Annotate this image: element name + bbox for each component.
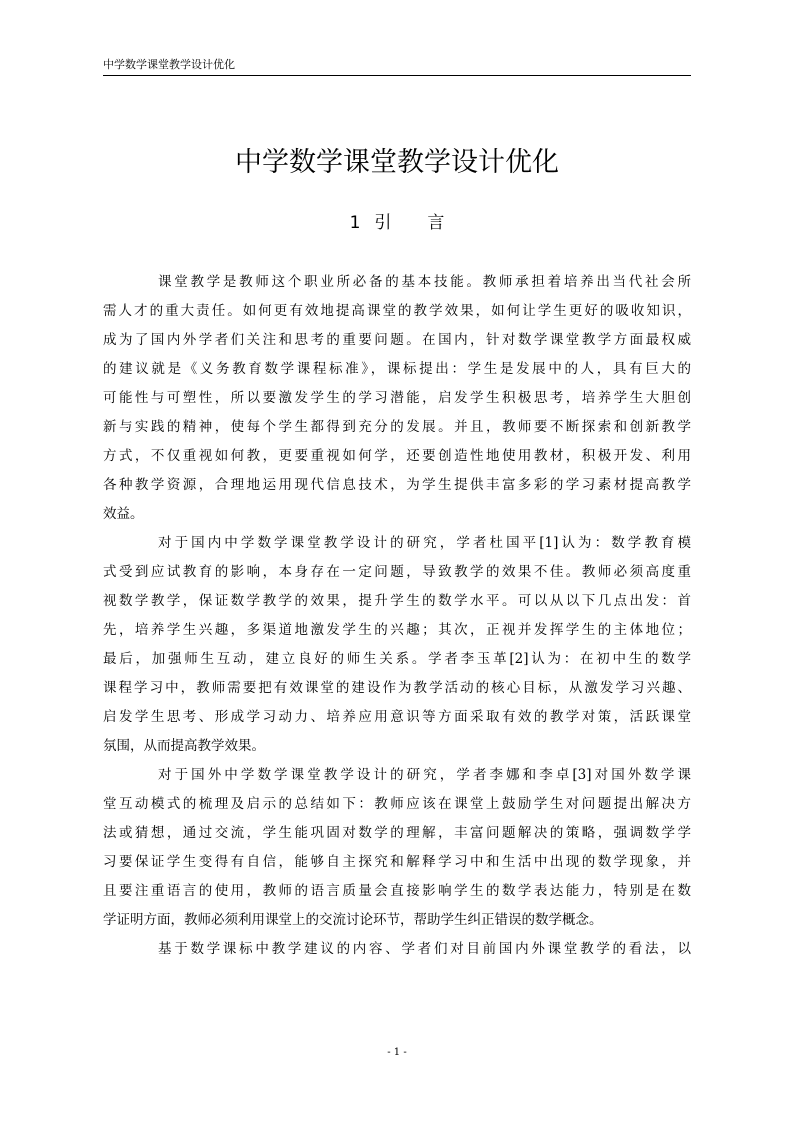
paragraph-line: 式受到应试教育的影响，本身存在一定问题，导致教学的效果不佳。教师必须高度重 [103, 564, 691, 580]
paragraph-line: 法或猜想，通过交流，学生能巩固对数学的理解，丰富问题解决的策略，强调数学学 [103, 825, 691, 841]
section-heading [103, 211, 691, 235]
paragraph-1 [103, 268, 691, 529]
paragraph-line: 的建议就是《义务教育数学课程标准》，课标提出：学生是发展中的人，具有巨大的 [103, 361, 691, 377]
paragraph-line: 对于国内中学数学课堂教学设计的研究，学者杜国平[1]认为：数学教育模 [158, 535, 691, 551]
paragraph-line: 习要保证学生变得有自信，能够自主探究和解释学习中和生活中出现的数学现象，并 [103, 854, 691, 870]
page-number: - 1 - [387, 1047, 407, 1058]
body-text [103, 268, 691, 964]
paragraph-line: 新与实践的精神，使每个学生都得到充分的发展。并且，教师要不断探索和创新教学 [103, 419, 691, 435]
paragraph-line: 且要注重语言的使用，教师的语言质量会直接影响学生的数学表达能力，特别是在数 [103, 883, 691, 899]
paragraph-line: 学证明方面，教师必须利用课堂上的交流讨论环节，帮助学生纠正错误的数学概念。 [103, 912, 603, 928]
document-title: 中学数学课堂教学设计优化 [235, 147, 559, 178]
paragraph-3 [103, 761, 691, 935]
paragraph-line: 效益。 [103, 506, 144, 522]
paragraph-line: 启发学生思考、形成学习动力、培养应用意识等方面采取有效的教学对策，活跃课堂 [103, 709, 691, 725]
section-title-part2: 言 [427, 213, 445, 233]
paragraph-4 [103, 935, 691, 964]
paragraph-line: 成为了国内外学者们关注和思考的重要问题。在国内，针对数学课堂教学方面最权威 [103, 332, 691, 348]
paragraph-line: 最后，加强师生互动，建立良好的师生关系。学者李玉革[2]认为：在初中生的数学 [103, 651, 691, 667]
paragraph-line: 需人才的重大责任。如何更有效地提高课堂的教学效果，如何让学生更好的吸收知识， [103, 303, 691, 319]
paragraph-line: 课堂教学是教师这个职业所必备的基本技能。教师承担着培养出当代社会所 [158, 274, 691, 290]
running-header: 中学数学课堂教学设计优化 [103, 58, 235, 71]
paragraph-line: 氛围，从而提高教学效果。 [103, 738, 265, 754]
paragraph-line: 堂互动模式的梳理及启示的总结如下：教师应该在课堂上鼓励学生对问题提出解决方 [103, 796, 691, 812]
paragraph-line: 基于数学课标中教学建议的内容、学者们对目前国内外课堂教学的看法，以 [158, 941, 691, 957]
section-number: 1 [349, 213, 361, 233]
paragraph-line: 课程学习中，教师需要把有效课堂的建设作为教学活动的核心目标，从激发学习兴趣、 [103, 680, 691, 696]
paragraph-line: 可能性与可塑性，所以要激发学生的学习潜能，启发学生积极思考，培养学生大胆创 [103, 390, 691, 406]
header-rule [103, 75, 691, 76]
paragraph-line: 视数学教学，保证数学教学的效果，提升学生的数学水平。可以从以下几点出发：首 [103, 593, 691, 609]
paragraph-line: 各种教学资源，合理地运用现代信息技术，为学生提供丰富多彩的学习素材提高教学 [103, 477, 691, 493]
paragraph-line: 方式，不仅重视如何教，更要重视如何学，还要创造性地使用教材，积极开发、利用 [103, 448, 691, 464]
paragraph-line: 先，培养学生兴趣，多渠道地激发学生的兴趣；其次，正视并发挥学生的主体地位； [103, 622, 691, 638]
paragraph-2 [103, 529, 691, 761]
paragraph-line: 对于国外中学数学课堂教学设计的研究，学者李娜和李卓[3]对国外数学课 [158, 767, 691, 783]
section-title-part1: 引 [374, 213, 392, 233]
